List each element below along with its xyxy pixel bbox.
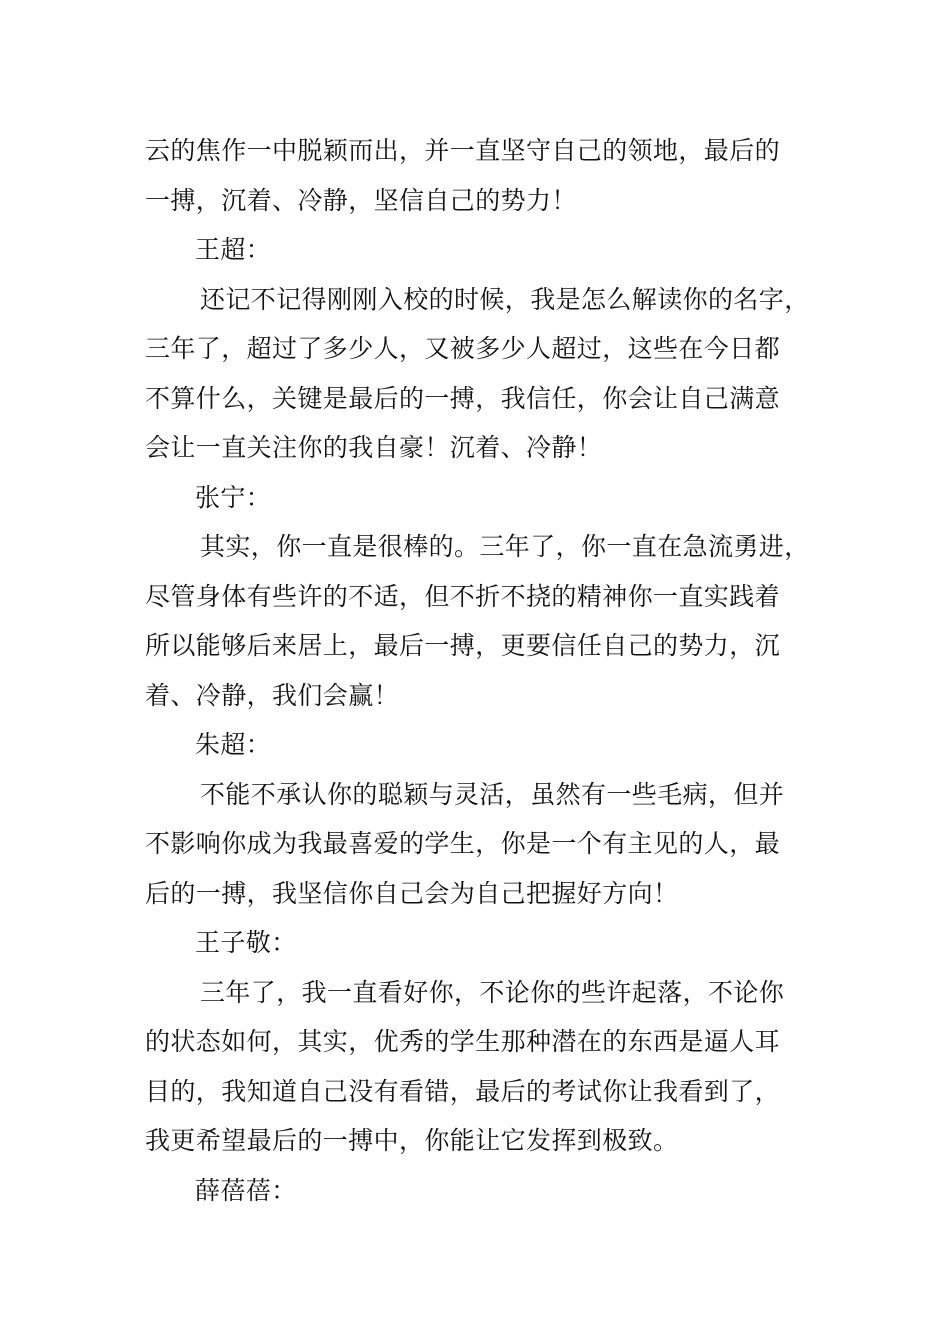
student-name: 王超：	[195, 235, 272, 264]
body-line: 会让一直关注你的我自豪！沉着、冷静！	[145, 433, 603, 462]
body-line: 云的焦作一中脱颖而出，并一直坚守自己的领地，最后的	[145, 136, 781, 165]
student-name: 薛蓓蓓：	[195, 1175, 297, 1205]
body-line: 不能不承认你的聪颖与灵活，虽然有一些毛病，但并	[200, 779, 785, 809]
body-line: 后的一搏，我坚信你自己会为自己把握好方向！	[145, 878, 679, 908]
body-line: 的状态如何，其实，优秀的学生那种潜在的东西是逼人耳	[145, 1027, 781, 1056]
body-line: 尽管身体有些许的不适，但不折不挠的精神你一直实践着	[145, 581, 781, 611]
body-line: 不影响你成为我最喜爱的学生，你是一个有主见的人，最	[145, 829, 781, 858]
body-line: 着、冷静，我们会赢！	[145, 680, 400, 710]
document-body	[145, 126, 825, 1215]
body-line: 三年了，我一直看好你，不论你的些许起落，不论你	[200, 977, 785, 1007]
body-line: 不算什么，关键是最后的一搏，我信任，你会让自己满意	[145, 383, 781, 413]
student-name: 王子敬：	[195, 928, 297, 957]
student-name: 张宁：	[195, 482, 272, 512]
body-line: 我更希望最后的一搏中，你能让它发挥到极致。	[145, 1126, 679, 1155]
body-line: 所以能够后来居上，最后一搏，更要信任自己的势力，沉	[145, 631, 781, 660]
body-line: 其实，你一直是很棒的。三年了，你一直在急流勇进，	[200, 532, 810, 561]
student-name: 朱超：	[195, 730, 272, 759]
body-line: 目的，我知道自己没有看错，最后的考试你让我看到了，	[145, 1076, 781, 1106]
body-line: 还记不记得刚刚入校的时候，我是怎么解读你的名字，	[200, 284, 810, 314]
body-line: 一搏，沉着、冷静，坚信自己的势力！	[145, 185, 577, 215]
body-line: 三年了，超过了多少人，又被多少人超过，这些在今日都	[145, 334, 781, 363]
